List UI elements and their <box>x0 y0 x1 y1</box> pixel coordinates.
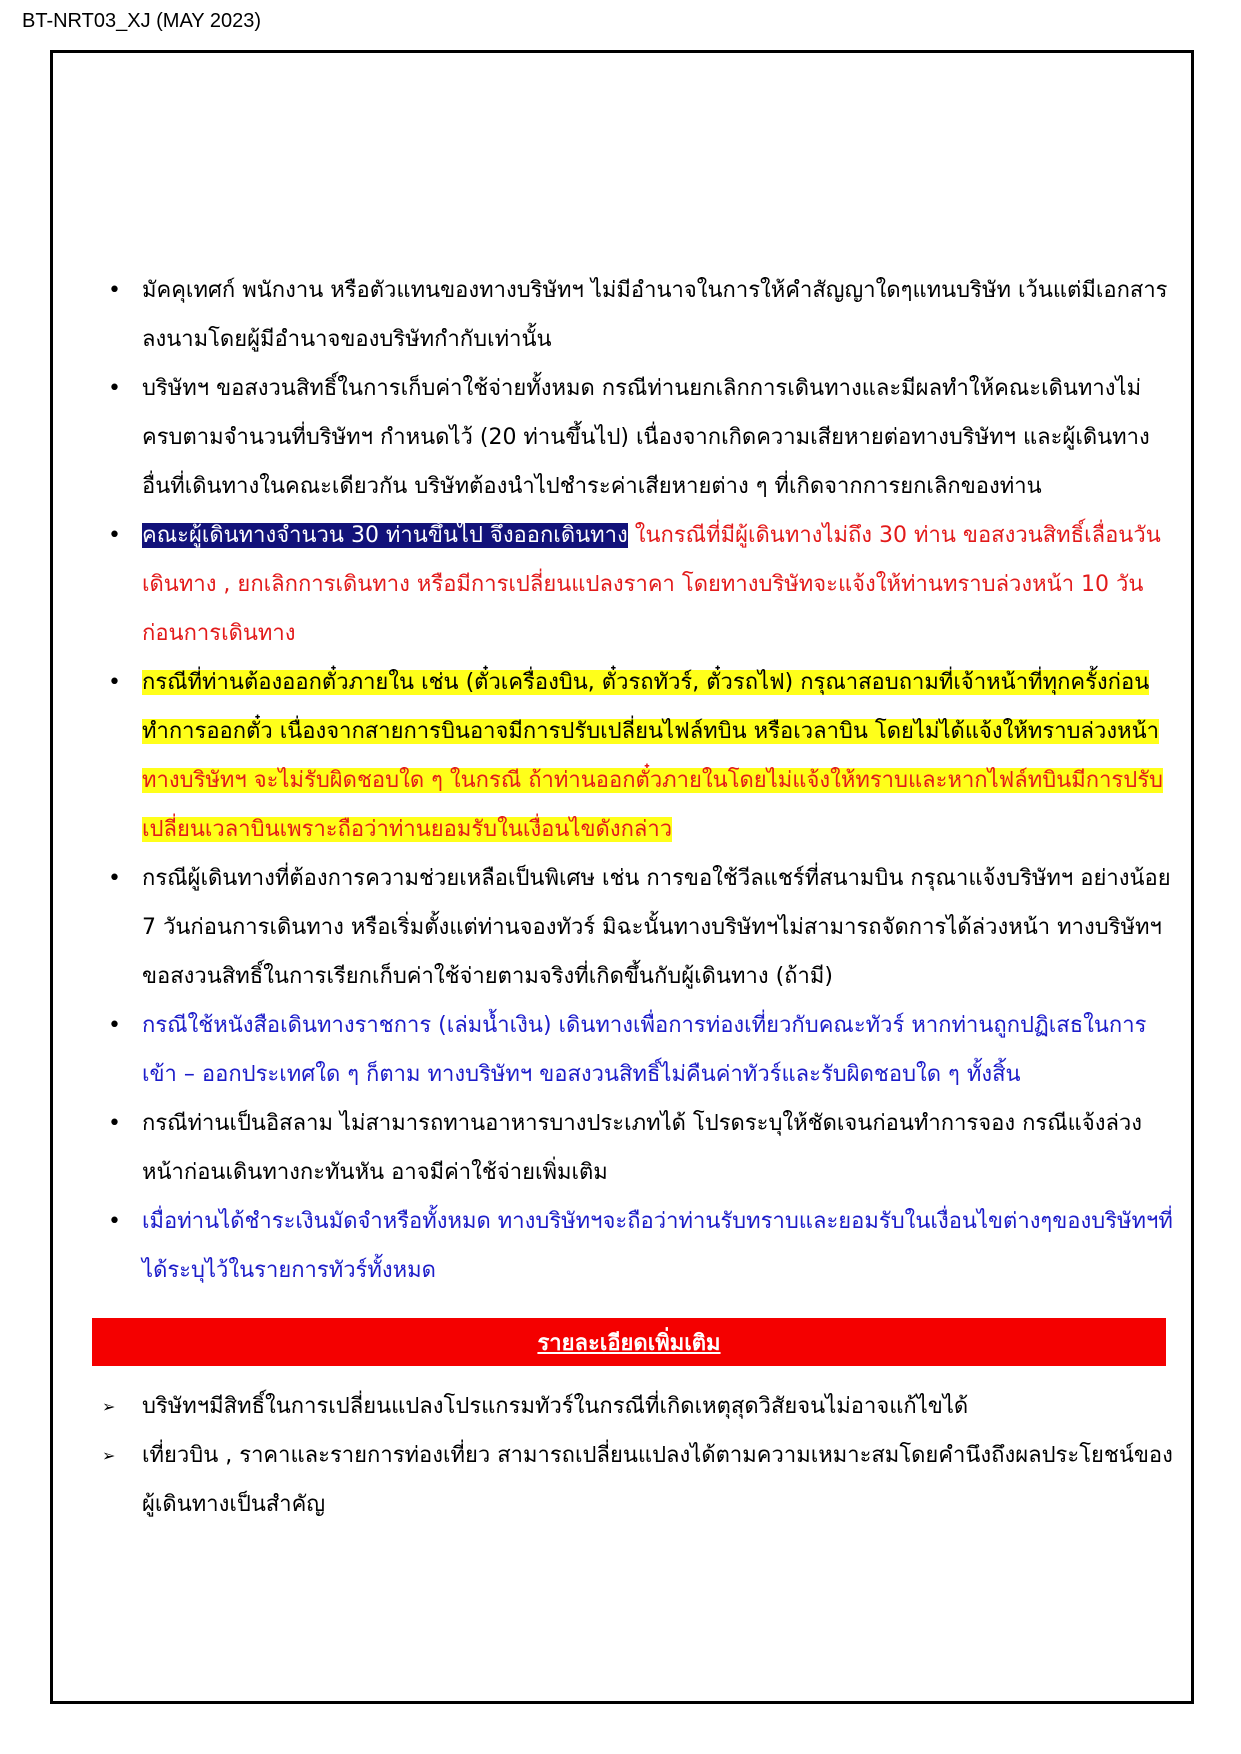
list-item <box>88 266 1178 364</box>
list-item <box>88 1382 1178 1431</box>
list-item <box>88 1099 1178 1197</box>
list-item-text: กรณีท่านเป็นอิสลาม ไม่สามารถทานอาหารบางประเภทได้ โปรดระบุให้ชัดเจนก่อนทำการจอง กรณีแจ้งล่วงหน้าก่อนเดินทางกะทันหัน อาจมีค่าใช้จ่ายเพิ่มเติม <box>142 1111 1143 1185</box>
list-item-text: กรณีผู้เดินทางที่ต้องการความช่วยเหลือเป็นพิเศษ เช่น การขอใช้วีลแชร์ที่สนามบิน กรุณาแจ้งบริษัทฯ อย่างน้อย 7 วันก่อนการเดินทาง หรือเริ่มตั้งแต่ท่านจองทัวร์ มิฉะนั้นทางบริษัทฯไม่สามารถจัดการได้ล่วงหน้า ทางบริษัทฯขอสงวนสิทธิ์ในการเรียกเก็บค่าใช้จ่ายตามจริงที่เกิดขึ้นกับผู้เดินทาง (ถ้ามี) <box>142 866 1171 989</box>
highlighted-text: คณะผู้เดินทางจำนวน 30 ท่านขึ้นไป จึงออกเดินทาง <box>142 523 628 548</box>
list-item-text: บริษัทฯมีสิทธิ์ในการเปลี่ยนแปลงโปรแกรมทัวร์ในกรณีที่เกิดเหตุสุดวิสัยจนไม่อาจแก้ไขได้ <box>142 1394 969 1419</box>
section-title: รายละเอียดเพิ่มเติม <box>537 1330 721 1356</box>
bullet-icon: • <box>108 670 121 695</box>
list-item <box>88 364 1178 511</box>
list-item <box>88 511 1178 658</box>
list-item <box>88 1197 1178 1295</box>
arrow-bullet-icon: ➢ <box>102 1446 116 1465</box>
list-item-text: กรณีใช้หนังสือเดินทางราชการ (เล่มน้ำเงิน) เดินทางเพื่อการท่องเที่ยวกับคณะทัวร์ หากท่านถูกปฏิเสธในการเข้า – ออกประเทศใด ๆ ก็ตาม ทางบริษัทฯ ขอสงวนสิทธิ์ไม่คืนค่าทัวร์และรับผิดชอบใด ๆ ทั้งสิ้น <box>142 1013 1147 1087</box>
list-item-text: มัคคุเทศก์ พนักงาน หรือตัวแทนของทางบริษัทฯ ไม่มีอำนาจในการให้คำสัญญาใดๆแทนบริษัท เว้นแต่มีเอกสารลงนามโดยผู้มีอำนาจของบริษัทกำกับเท่านั้น <box>142 278 1168 352</box>
list-item-text: บริษัทฯ ขอสงวนสิทธิ์ในการเก็บค่าใช้จ่ายทั้งหมด กรณีท่านยกเลิกการเดินทางและมีผลทำให้คณะเดินทางไม่ครบตามจำนวนที่บริษัทฯ กำหนดไว้ (20 ท่านขึ้นไป) เนื่องจากเกิดความเสียหายต่อทางบริษัทฯ และผู้เดินทางอื่นที่เดินทางในคณะเดียวกัน บริษัทต้องนำไปชำระค่าเสียหายต่าง ๆ ที่เกิดจากการยกเลิกของท่าน <box>142 376 1150 499</box>
list-item <box>88 1431 1178 1529</box>
highlighted-warning-text: ทางบริษัทฯ จะไม่รับผิดชอบใด ๆ ในกรณี ถ้าท่านออกตั๋วภายในโดยไม่แจ้งให้ทราบและหากไฟล์ทบินมีการปรับเปลี่ยนเวลาบินเพราะถือว่าท่านยอมรับในเงื่อนไขดังกล่าว <box>142 768 1163 842</box>
document-code: BT-NRT03_XJ (MAY 2023) <box>22 10 261 32</box>
bullet-icon: • <box>108 1111 121 1136</box>
highlighted-text: กรณีที่ท่านต้องออกตั๋วภายใน เช่น (ตั๋วเครื่องบิน, ตั๋วรถทัวร์, ตั๋วรถไฟ) กรุณาสอบถามที่เจ้าหน้าที่ทุกครั้งก่อนทำการออกตั๋ว เนื่องจากสายการบินอาจมีการปรับเปลี่ยนไฟล์ทบิน หรือเวลาบิน โดยไม่ได้แจ้งให้ทราบล่วงหน้า <box>142 670 1159 744</box>
list-item <box>88 854 1178 1001</box>
bullet-icon: • <box>108 376 121 401</box>
bullet-icon: • <box>108 523 121 548</box>
list-item-text: เมื่อท่านได้ชำระเงินมัดจำหรือทั้งหมด ทางบริษัทฯจะถือว่าท่านรับทราบและยอมรับในเงื่อนไขต่างๆของบริษัทฯที่ได้ระบุไว้ในรายการทัวร์ทั้งหมด <box>142 1209 1173 1283</box>
bullet-icon: • <box>108 866 121 891</box>
list-item <box>88 658 1178 854</box>
bullet-icon: • <box>108 278 121 303</box>
bullet-icon: • <box>108 1013 121 1038</box>
arrow-bullet-icon: ➢ <box>102 1397 116 1416</box>
section-banner <box>92 1318 1166 1366</box>
conditions-list <box>88 266 1178 1295</box>
details-list <box>88 1382 1178 1529</box>
list-item-text: ในกรณีที่มีผู้เดินทางไม่ถึง 30 ท่าน ขอสงวนสิทธิ์เลื่อนวันเดินทาง , ยกเลิกการเดินทาง หรือมีการเปลี่ยนแปลงราคา โดยทางบริษัทจะแจ้งให้ท่านทราบล่วงหน้า 10 วันก่อนการเดินทาง <box>142 523 1161 646</box>
list-item <box>88 1001 1178 1099</box>
bullet-icon: • <box>108 1209 121 1234</box>
list-item-text: เที่ยวบิน , ราคาและรายการท่องเที่ยว สามารถเปลี่ยนแปลงได้ตามความเหมาะสมโดยคำนึงถึงผลประโยชน์ของผู้เดินทางเป็นสำคัญ <box>142 1443 1173 1517</box>
